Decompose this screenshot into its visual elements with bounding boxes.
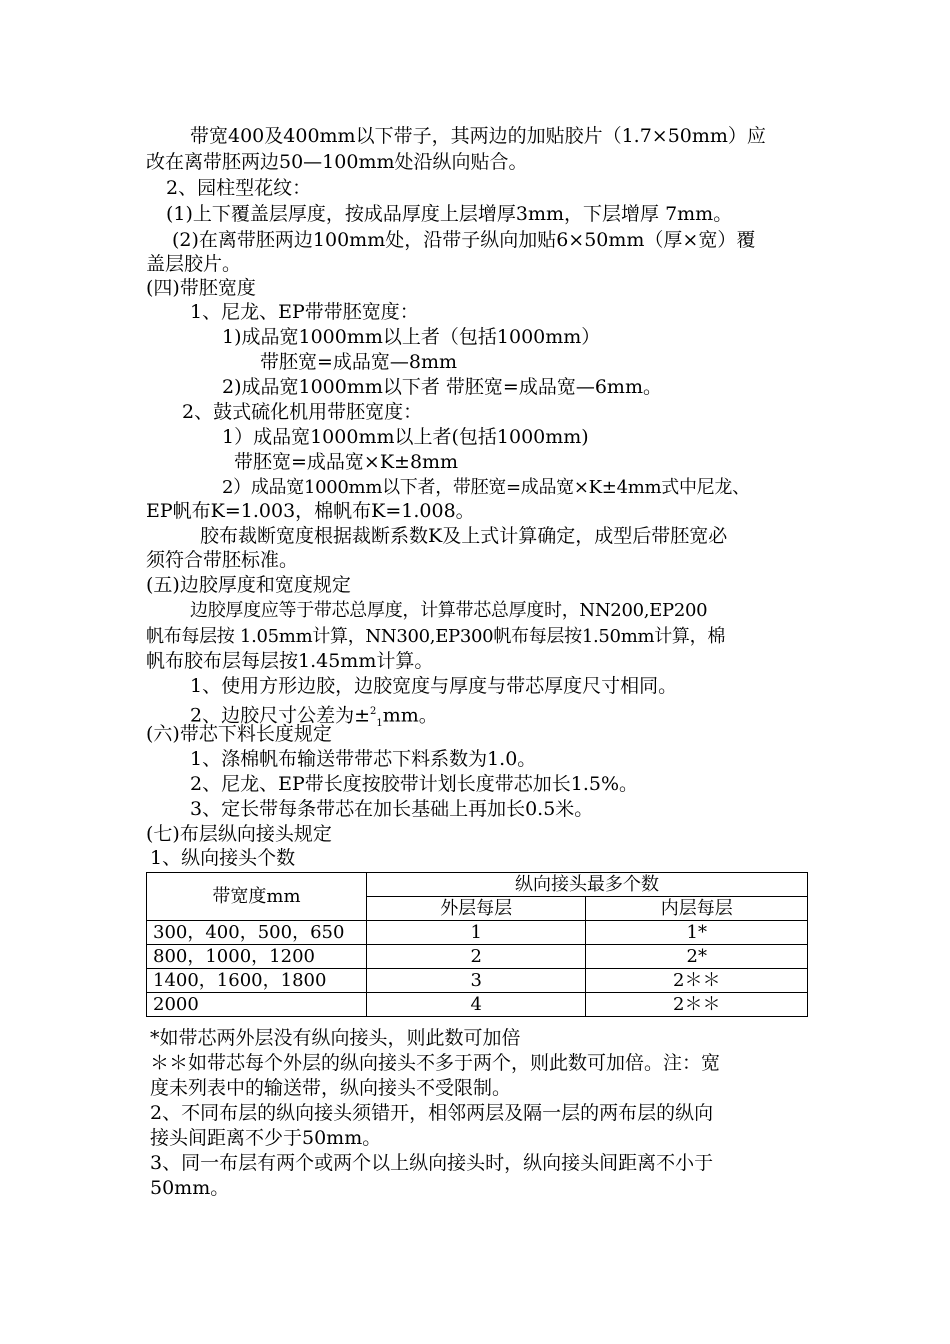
list-item: 2、尼龙、EP带长度按胶带计划长度带芯加长1.5%。 (190, 773, 639, 795)
table-cell: 1 (366, 921, 586, 945)
section-heading: (五)边胶厚度和宽度规定 (146, 574, 351, 596)
joint-count-table (146, 872, 808, 1017)
table-cell: 300，400，500，650 (147, 921, 367, 945)
paragraph-line: 带宽400及400mm以下带子，其两边的加贴胶片（1.7×50mm）应 (190, 125, 766, 147)
tolerance-sup: 2 (370, 706, 377, 717)
table-row (147, 993, 808, 1017)
paragraph-line: 帆布胶布层每层按1.45mm计算。 (146, 650, 434, 672)
table-cell: 1* (586, 921, 808, 945)
paragraph-line: 须符合带胚标准。 (146, 549, 299, 571)
table-cell: 2＊＊ (586, 969, 808, 993)
formula-line: 带胚宽=成品宽×K±8mm (234, 451, 459, 473)
list-item: 1、尼龙、EP带带胚宽度： (190, 301, 419, 323)
list-item: 1)成品宽1000mm以上者（包括1000mm） (222, 326, 601, 348)
table-header-cell: 外层每层 (366, 897, 586, 921)
list-item: 2）成品宽1000mm以下者，带胚宽=成品宽×K±4mm式中尼龙、 (222, 477, 750, 498)
table-header-cell: 内层每层 (586, 897, 808, 921)
paragraph-line: EP帆布K=1.003，棉帆布K=1.008。 (146, 500, 475, 522)
table-cell: 3 (366, 969, 586, 993)
table-header-cell: 纵向接头最多个数 (366, 873, 807, 897)
list-item: 1、涤棉帆布输送带带芯下料系数为1.0。 (190, 748, 537, 770)
list-item: 1）成品宽1000mm以上者(包括1000mm) (222, 426, 589, 448)
list-item: (1)上下覆盖层厚度，按成品厚度上层增厚3mm，下层增厚 7mm。 (166, 203, 733, 225)
formula-line: 带胚宽=成品宽—8mm (260, 351, 458, 373)
table-cell: 1400，1600，1800 (147, 969, 367, 993)
tolerance-sub: 1 (376, 718, 383, 730)
tolerance-unit: mm。 (382, 704, 438, 727)
paragraph-line: 3、同一布层有两个或两个以上纵向接头时，纵向接头间距离不小于 (150, 1152, 714, 1174)
table-cell: 2＊＊ (586, 993, 808, 1017)
table-row (147, 945, 808, 969)
list-item: 3、定长带每条带芯在加长基础上再加长0.5米。 (190, 798, 594, 820)
paragraph-line: 边胶厚度应等于带芯总厚度，计算带芯总厚度时，NN200,EP200 (190, 600, 708, 621)
section-heading: (四)带胚宽度 (146, 277, 256, 299)
footnote-line: ＊＊如带芯每个外层的纵向接头不多于两个，则此数可加倍。注：宽 (150, 1052, 721, 1074)
table-cell: 800，1000，1200 (147, 945, 367, 969)
list-item: 2、鼓式硫化机用带胚宽度： (182, 401, 423, 423)
tolerance-text: 2、边胶尺寸公差为± (190, 704, 371, 727)
table-cell: 4 (366, 993, 586, 1017)
section-heading: (六)带芯下料长度规定 (146, 723, 332, 745)
paragraph-line: 胶布裁断宽度根据裁断系数K及上式计算确定，成型后带胚宽必 (200, 525, 728, 547)
list-item: 1、纵向接头个数 (150, 847, 296, 869)
footnote-line: *如带芯两外层没有纵向接头，则此数可加倍 (150, 1027, 521, 1049)
paragraph-line: 50mm。 (150, 1177, 230, 1199)
paragraph-line: 帆布每层按 1.05mm计算，NN300,EP300帆布每层按1.50mm计算，棉 (146, 626, 726, 647)
paragraph-line: 盖层胶片。 (146, 253, 242, 275)
footnote-line: 度未列表中的输送带，纵向接头不受限制。 (150, 1077, 512, 1099)
list-item: (2)在离带胚两边100mm处，沿带子纵向加贴6×50mm（厚×宽）覆 (172, 229, 756, 251)
list-item: 1、使用方形边胶，边胶宽度与厚度与带芯厚度尺寸相同。 (190, 675, 678, 697)
table-cell: 2* (586, 945, 808, 969)
paragraph-line: 接头间距离不少于50mm。 (150, 1127, 382, 1149)
list-item: 2)成品宽1000mm以下者 带胚宽=成品宽—6mm。 (222, 376, 662, 398)
section-heading: (七)布层纵向接头规定 (146, 823, 332, 845)
table-header-cell: 带宽度mm (147, 873, 367, 921)
paragraph-line: 改在离带胚两边50—100mm处沿纵向贴合。 (146, 151, 528, 173)
table-cell: 2000 (147, 993, 367, 1017)
table-cell: 2 (366, 945, 586, 969)
table-row (147, 969, 808, 993)
table-row (147, 921, 808, 945)
paragraph-line: 2、不同布层的纵向接头须错开，相邻两层及隔一层的两布层的纵向 (150, 1102, 714, 1124)
list-item: 2、园柱型花纹： (166, 177, 312, 199)
